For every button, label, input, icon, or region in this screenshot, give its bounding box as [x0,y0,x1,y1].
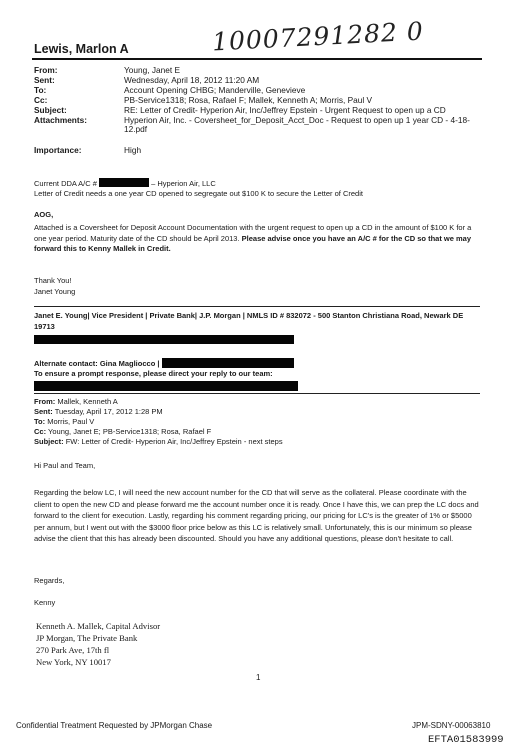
sig-name-title: Kenneth A. Mallek, Capital Advisor [36,621,161,631]
from-value: Young, Janet E [124,65,180,75]
redaction-team [34,381,298,391]
mailbox-owner: Lewis, Marlon A [34,42,129,56]
prompt-response: To ensure a prompt response, please direct your reply to our team: [34,369,273,378]
lc-paragraph: Regarding the below LC, I will need the new account number for the CD that will serve as the collateral. Please coordinate with the client to open the new CD and please forward me the account number once it is ready. Once I have this, we can prep the LC docs and forward to the client for execution. Lastly, regarding his comment regarding pricing, our pricing for LC's is the greater of 1% or $5000 per annum, but I went out with the $3000 floor price below as this LC is relatively small. Unfortunately, this is our minimum so please advise the client that this has already been discounted. Should you have any additional questions, please don't hesitate to call. [34,488,479,544]
kenny: Kenny [34,598,56,607]
header-importance: Importance: High [34,146,480,156]
page-number: 1 [256,673,261,682]
lc-line: Letter of Credit needs a one year CD opened to segregate out $100 K to secure the Letter of Credit [34,189,363,198]
importance-value: High [124,145,142,155]
signature-line: Janet E. Young| Vice President | Private Bank| J.P. Morgan | NMLS ID # 832072 - 500 Stanton Christiana Road, Newark DE 19713 [34,311,464,331]
header-attachments: Attachments: Hyperion Air, Inc. - Coversheet_for_Deposit_Acct_Doc - Request to open up 1 year CD - 4-18-12.pdf [34,116,480,136]
attachments-value: Hyperion Air, Inc. - Coversheet_for_Deposit_Acct_Doc - Request to open up 1 year CD - 4-18-12.pdf [124,115,470,135]
to-value: Account Opening CHBG; Manderville, Genevieve [124,85,306,95]
signature-rule [34,306,480,307]
redaction-alt-contact [162,358,294,368]
header-sent: Sent: Wednesday, April 18, 2012 11:20 AM [34,76,480,86]
subject-value: RE: Letter of Credit- Hyperion Air, Inc/Jeffrey Epstein - Urgent Request to open up a CD [124,105,446,115]
greeting: Hi Paul and Team, [34,461,96,470]
cc-value: PB-Service1318; Rosa, Rafael F; Mallek, Kenneth A; Morris, Paul V [124,95,373,105]
fw-cc: Cc: Young, Janet E; PB-Service1318; Rosa, Rafael F [34,427,212,436]
fw-subject: Subject: FW: Letter of Credit- Hyperion Air, Inc/Jeffrey Epstein - next steps [34,437,283,446]
sender-name: Janet Young [34,287,76,296]
control-number: JPM-SDNY-00063810 [412,721,491,730]
header-from: From: Young, Janet E [34,66,480,76]
aog-greeting: AOG, [34,210,54,219]
handwritten-number: 10007291282 0 [211,16,425,57]
attached-paragraph: Attached is a Coversheet for Deposit Account Documentation with the urgent request to open up a CD in the amount of $100 K for a one year period. Maturity date of the CD should be April 2013. Please advise once you have an A/C # for the CD so that we may forward this to Kenny Mallek in Credit. [34,223,472,254]
sig-company: JP Morgan, The Private Bank [36,633,138,643]
fw-sent: Sent: Tuesday, April 17, 2012 1:28 PM [34,407,163,416]
header-rule [32,58,482,60]
header-cc: Cc: PB-Service1318; Rosa, Rafael F; Mallek, Kenneth A; Morris, Paul V [34,96,480,106]
fw-from: From: Mallek, Kenneth A [34,397,118,406]
forward-rule [34,393,480,394]
sig-address: 270 Park Ave, 17th fl [36,645,110,655]
thanks: Thank You! [34,276,72,285]
header-subject: Subject: RE: Letter of Credit- Hyperion Air, Inc/Jeffrey Epstein - Urgent Request to open up a CD [34,106,480,116]
regards: Regards, [34,576,65,585]
bates-number: EFTA01583999 [428,734,504,746]
sig-city: New York, NY 10017 [36,657,111,667]
redaction-account [99,178,149,187]
dda-line: Current DDA A/C # – Hyperion Air, LLC [34,179,216,188]
sent-value: Wednesday, April 18, 2012 11:20 AM [124,75,260,85]
header-to: To: Account Opening CHBG; Manderville, Genevieve [34,86,480,96]
redaction-contact [34,335,294,344]
alternate-contact: Alternate contact: Gina Magliocco | [34,358,480,370]
confidential-footer: Confidential Treatment Requested by JPMorgan Chase [16,721,213,730]
fw-to: To: Morris, Paul V [34,417,95,426]
